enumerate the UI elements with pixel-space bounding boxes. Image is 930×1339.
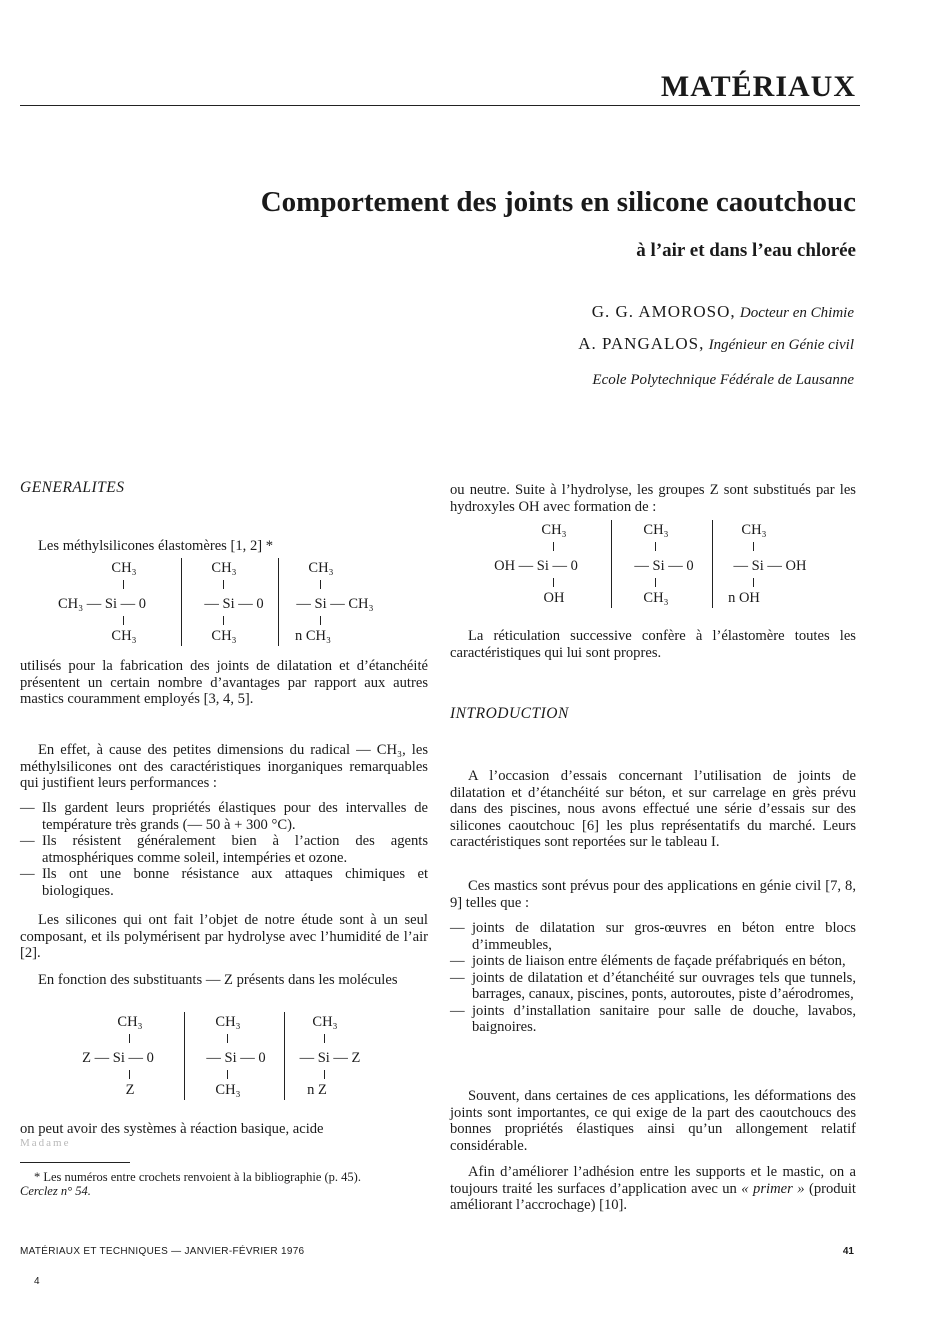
right-paragraph: Souvent, dans certaines de ces applications, les déformations des joints sont importantes, ce qui exige de la part des caoutchoucs des bonnes propriétés élastiques ainsi qu’un allongement relatif considérable.	[450, 1088, 856, 1154]
bond-line	[320, 616, 321, 625]
formula-divider	[184, 1012, 185, 1100]
formula-hydroxyl	[450, 520, 856, 610]
left-list	[20, 800, 428, 899]
left-heading	[20, 480, 428, 497]
right-paragraph	[450, 1164, 856, 1214]
bond-line	[129, 1034, 130, 1043]
left-paragraph: En effet, à cause des petites dimensions du radical — CH₃, les méthylsilicones ont des caractéristiques inorganiques remarquables qui justifient leurs performances :	[20, 742, 428, 791]
formula-term: CH₃	[211, 628, 237, 644]
affiliation: Ecole Polytechnique Fédérale de Lausanne	[592, 372, 854, 388]
author-name: A. PANGALOS,	[578, 334, 705, 353]
bond-line	[553, 578, 554, 587]
faint-stamp: Madame	[20, 1137, 71, 1149]
left-paragraph: utilisés pour la fabrication des joints de dilatation et d’étanchéité présentent un certain nombre d’avantages par rapport aux autres mastics couramment employés [3, 4, 5].	[20, 658, 428, 707]
formula-methylsilicone	[20, 558, 428, 648]
formula-term: OH — Si — 0	[494, 558, 578, 574]
author-2	[578, 334, 854, 354]
author-role: Docteur en Chimie	[739, 305, 854, 321]
formula-term: CH₃	[643, 590, 669, 606]
bond-line	[753, 542, 754, 551]
formula-term: — Si — CH₃	[296, 596, 374, 612]
right-paragraph: A l’occasion d’essais concernant l’utilisation de joints de dilatation et d’étanchéité sur béton, et sur carrelage en grès prévu dans des piscines, nous avons effectué une série d’essais sur des silicones caoutchouc [6] les plus représentatifs du marché. Leurs caractéristiques sont reportées sur le tableau I.	[450, 768, 856, 850]
right-heading	[450, 706, 856, 723]
header-rule	[20, 105, 860, 106]
journal-footer: MATÉRIAUX ET TECHNIQUES — JANVIER-FÉVRIER 1976	[20, 1246, 305, 1257]
bond-line	[123, 580, 124, 589]
list-item: — joints d’installation sanitaire pour salle de douche, lavabos, baignoires.	[450, 1003, 856, 1036]
bond-line	[123, 616, 124, 625]
formula-term: CH₃	[541, 522, 567, 538]
author-role: Ingénieur en Génie civil	[708, 337, 854, 353]
formula-term: — Si — 0	[204, 596, 264, 612]
formula-term: CH₃	[215, 1014, 241, 1030]
formula-term: n OH	[728, 590, 760, 606]
list-item: — joints de liaison entre éléments de façade préfabriqués en béton,	[450, 953, 856, 970]
bond-line	[320, 580, 321, 589]
emphasis: « primer »	[741, 1180, 805, 1197]
formula-term: OH	[543, 590, 565, 606]
formula-substituted	[20, 1012, 428, 1102]
formula-term: CH₃	[111, 628, 137, 644]
section-heading: INTRODUCTION	[450, 705, 569, 722]
formula-term: CH₃ — Si — 0	[57, 596, 147, 612]
bond-line	[227, 1070, 228, 1079]
footnote	[20, 1170, 428, 1198]
formula-divider	[181, 558, 182, 646]
bond-line	[655, 578, 656, 587]
text-run: Afin d’améliorer l’adhésion entre les supports et le mastic, on a toujours traité les surfaces d’application avec un	[450, 1164, 856, 1197]
left-paragraph: En fonction des substituants — Z présents dans les molécules	[38, 972, 398, 988]
left-paragraph: on peut avoir des systèmes à réaction basique, acide	[20, 1121, 324, 1137]
formula-divider	[712, 520, 713, 608]
bond-line	[553, 542, 554, 551]
section-title: MATÉRIAUX	[660, 70, 856, 103]
formula-term: CH₃	[643, 522, 669, 538]
formula-divider	[278, 558, 279, 646]
bond-line	[753, 578, 754, 587]
article-title: Comportement des joints en silicone caoutchouc	[260, 186, 856, 218]
right-paragraph: La réticulation successive confère à l’élastomère toutes les caractéristiques qui lui sont propres.	[450, 628, 856, 661]
list-item: — joints de dilatation sur gros-œuvres en béton entre blocs d’immeubles,	[450, 920, 856, 953]
formula-term: CH₃	[312, 1014, 338, 1030]
formula-term: — Si — 0	[634, 558, 694, 574]
right-list	[450, 920, 856, 1036]
author-1	[592, 302, 854, 322]
list-item: — Ils ont une bonne résistance aux attaques chimiques et biologiques.	[20, 866, 428, 899]
article-subtitle: à l’air et dans l’eau chlorée	[636, 240, 856, 261]
list-item: — Ils résistent généralement bien à l’action des agents atmosphériques comme soleil, intempéries et ozone.	[20, 833, 428, 866]
bond-line	[324, 1070, 325, 1079]
left-paragraph: Les méthylsilicones élastomères [1, 2] *	[38, 538, 274, 554]
bond-line	[223, 580, 224, 589]
left-paragraph: Les silicones qui ont fait l’objet de notre étude sont à un seul composant, et ils polymérisent par hydrolyse avec l’humidité de l’air [2].	[20, 912, 428, 961]
bond-line	[324, 1034, 325, 1043]
formula-term: — Si — Z	[299, 1050, 361, 1066]
list-item: — Ils gardent leurs propriétés élastiques pour des intervalles de température très grands (— 50 à + 300 °C).	[20, 800, 428, 833]
footnote-text: * Les numéros entre crochets renvoient à la bibliographie (p. 45).	[34, 1170, 361, 1184]
bond-line	[227, 1034, 228, 1043]
formula-term: CH₃	[211, 560, 237, 576]
formula-term: Z — Si — 0	[82, 1050, 154, 1066]
text-run: (produit améliorant l’accrochage) [10].	[450, 1180, 856, 1213]
formula-term: CH₃	[117, 1014, 143, 1030]
formula-term: CH₃	[308, 560, 334, 576]
footnote-reader-service: Cerclez n° 54.	[20, 1184, 91, 1198]
author-name: G. G. AMOROSO,	[591, 302, 736, 321]
bond-line	[655, 542, 656, 551]
formula-term: CH₃	[741, 522, 767, 538]
formula-term: — Si — 0	[206, 1050, 266, 1066]
formula-term: n Z	[307, 1082, 327, 1098]
formula-term: Z	[125, 1082, 135, 1098]
formula-term: CH₃	[215, 1082, 241, 1098]
margin-number: 4	[34, 1276, 40, 1287]
bond-line	[223, 616, 224, 625]
formula-divider	[284, 1012, 285, 1100]
bond-line	[129, 1070, 130, 1079]
footnote-rule	[20, 1162, 130, 1163]
page-number: 41	[842, 1246, 854, 1257]
section-heading: GENERALITES	[20, 479, 125, 496]
formula-term: n CH₃	[294, 628, 332, 644]
right-paragraph: ou neutre. Suite à l’hydrolyse, les groupes Z sont substitués par les hydroxyles OH avec formation de :	[450, 482, 856, 515]
right-paragraph: Ces mastics sont prévus pour des applications en génie civil [7, 8, 9] telles que :	[450, 878, 856, 911]
formula-term: CH₃	[111, 560, 137, 576]
formula-term: — Si — OH	[733, 558, 807, 574]
list-item: — joints de dilatation et d’étanchéité sur ouvrages tels que tunnels, barrages, canaux, piscines, ponts, autoroutes, piste d’aérodromes,	[450, 970, 856, 1003]
formula-divider	[611, 520, 612, 608]
